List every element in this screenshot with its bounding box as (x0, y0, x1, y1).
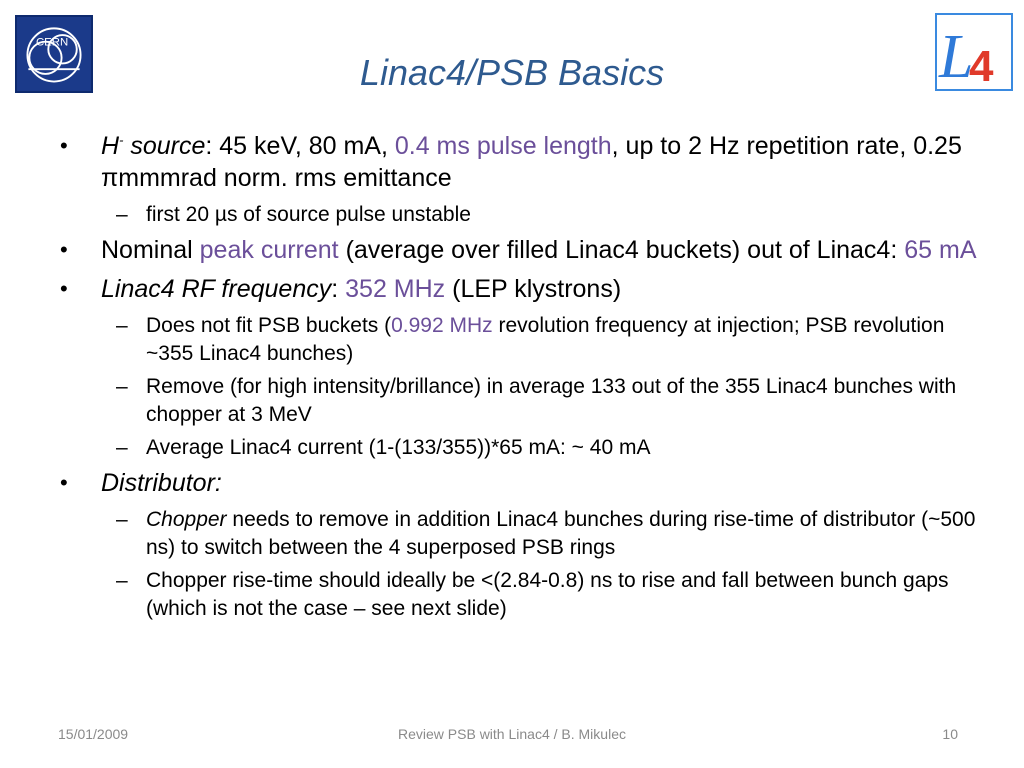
bullet-rf-frequency (58, 273, 978, 305)
bullet-icon: • (60, 237, 68, 262)
h-source-ion: H (101, 132, 120, 160)
h-source-text-rest: , up to 2 Hz repetition rate, 0.25 πmmmrad norm. rms emittance (101, 132, 962, 192)
sub-bullet-text: first 20 µs of source pulse unstable (146, 203, 471, 226)
linac4-logo-4: 4 (969, 42, 994, 89)
linac4-logo-l: L (939, 23, 974, 89)
rf-colon: : (331, 275, 346, 303)
cern-logo-icon (17, 17, 91, 91)
sub-bullet-text: Does not fit PSB buckets ( (146, 314, 392, 337)
sub-bullet-text: Average Linac4 current (1-(133/355))*65 mA: ~ 40 mA (146, 436, 651, 459)
sub-bullet-text: needs to remove in addition Linac4 bunches during rise-time of distributor (~500 ns) to switch between the 4 superposed PSB rings (146, 508, 976, 559)
bullet-h-source (58, 130, 978, 194)
bullet-icon: • (60, 470, 68, 495)
h-source-charge: - (119, 132, 124, 148)
sub-bullet-psb-buckets (58, 312, 978, 368)
dash-icon: – (116, 314, 128, 337)
sub-bullet-text: Remove (for high intensity/brillance) in average 133 out of the 355 Linac4 bunches with chopper at 3 MeV (146, 375, 957, 426)
bullet-icon: • (60, 276, 68, 301)
linac4-logo-icon (937, 15, 1011, 89)
slide-title: Linac4/PSB Basics (359, 52, 665, 93)
bullet-icon: • (60, 133, 68, 158)
rf-frequency-label: Linac4 RF frequency (101, 275, 332, 303)
cern-logo (15, 15, 93, 93)
bullet-nominal-current (58, 234, 978, 266)
peak-current-highlight: peak current (199, 236, 339, 264)
rf-text-rest: (LEP klystrons) (445, 275, 622, 303)
footer-page-number: 10 (942, 726, 958, 742)
dash-icon: – (116, 375, 128, 398)
sub-bullet-chopper-removal (58, 373, 978, 429)
h-source-text: : 45 keV, 80 mA, (205, 132, 395, 160)
rf-value-highlight: 352 MHz (345, 275, 446, 303)
dash-icon: – (116, 436, 128, 459)
nominal-text: Nominal (101, 236, 200, 264)
chopper-label: Chopper (146, 508, 227, 531)
footer-title: Review PSB with Linac4 / B. Mikulec (398, 726, 626, 742)
bullet-distributor (58, 467, 978, 499)
dash-icon: – (116, 203, 128, 226)
sub-bullet-text: Chopper rise-time should ideally be <(2.84-0.8) ns to rise and fall between bunch gaps (which is not the case – see next slide) (146, 569, 949, 620)
slide-body (58, 130, 978, 628)
sub-bullet-text-rest: revolution frequency at injection; PSB revolution ~355 Linac4 bunches) (146, 314, 945, 365)
current-value-highlight: 65 mA (904, 236, 977, 264)
sub-bullet-chopper-gaps (58, 567, 978, 623)
revolution-frequency-highlight: 0.992 MHz (391, 314, 493, 337)
linac4-logo (935, 13, 1013, 91)
sub-bullet-average-current (58, 434, 978, 462)
dash-icon: – (116, 508, 128, 531)
footer-date: 15/01/2009 (58, 726, 129, 742)
sub-bullet-chopper-risetime (58, 506, 978, 562)
sub-bullet-source-unstable (58, 201, 978, 229)
dash-icon: – (116, 569, 128, 592)
cern-logo-text: CERN (35, 36, 69, 49)
distributor-label: Distributor: (101, 469, 222, 497)
pulse-length-highlight: 0.4 ms pulse length (394, 132, 612, 160)
nominal-text-mid: (average over filled Linac4 buckets) out of Linac4: (338, 236, 905, 264)
h-source-label: source (123, 132, 206, 160)
